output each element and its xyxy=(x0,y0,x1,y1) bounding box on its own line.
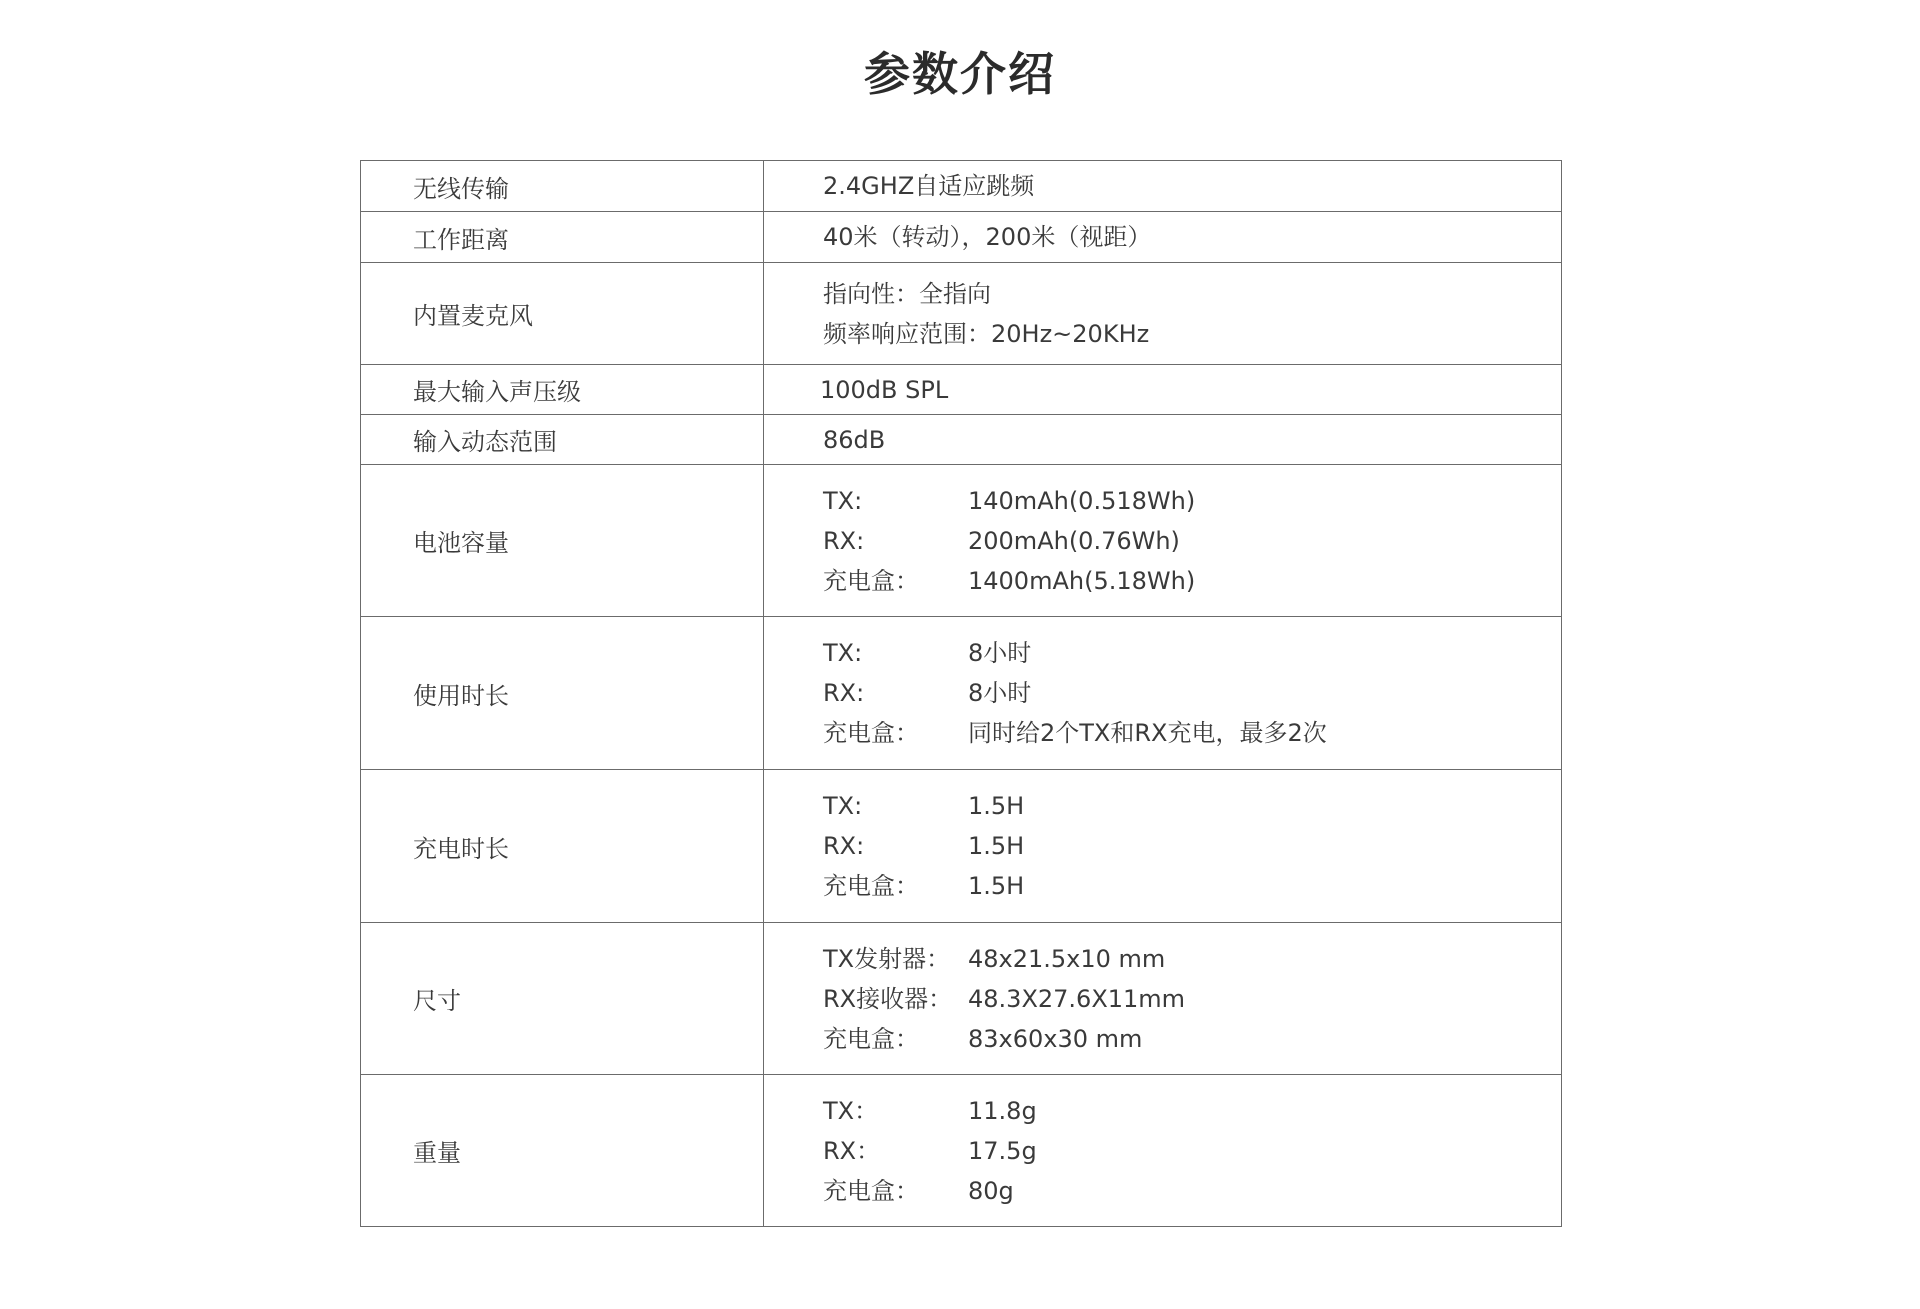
spec-pair-key: RX: xyxy=(823,832,865,860)
spec-pair-value: 80g xyxy=(968,1176,1014,1205)
spec-pair-value: 1400mAh(5.18Wh) xyxy=(968,566,1196,595)
spec-pair-key: RX: xyxy=(823,526,865,555)
spec-pair-value: 17.5g xyxy=(968,1136,1037,1165)
spec-pair-key: 充电盒： xyxy=(823,1176,919,1205)
spec-label: 充电时长 xyxy=(361,770,764,923)
table-row xyxy=(361,923,1562,1075)
spec-pair xyxy=(823,826,1561,866)
spec-value xyxy=(764,770,1562,923)
spec-pair-key: TX: xyxy=(823,792,863,820)
spec-value-text: 86dB xyxy=(823,425,886,454)
spec-pair xyxy=(823,939,1561,979)
spec-pair-key: 充电盒： xyxy=(823,872,919,900)
spec-label: 无线传输 xyxy=(361,161,764,212)
spec-pair-value: 48x21.5x10 mm xyxy=(968,944,1166,973)
spec-pair-key: TX: xyxy=(823,486,863,515)
spec-pair-value: 8小时 xyxy=(968,639,1032,667)
spec-label: 使用时长 xyxy=(361,617,764,770)
spec-pair xyxy=(823,1131,1561,1171)
spec-pair xyxy=(823,866,1561,906)
spec-pair-value: 同时给2个TX和RX充电，最多2次 xyxy=(968,719,1327,747)
spec-value xyxy=(764,415,1562,465)
spec-value xyxy=(764,617,1562,770)
spec-pair-value: 48.3X27.6X11mm xyxy=(968,984,1186,1013)
spec-label: 电池容量 xyxy=(361,465,764,617)
spec-pair-value: 11.8g xyxy=(968,1096,1037,1125)
spec-value-text: 2.4GHZ自适应跳频 xyxy=(823,172,1035,200)
spec-pair-key: TX发射器： xyxy=(823,944,951,973)
spec-pair xyxy=(823,561,1561,601)
spec-pair-key: RX接收器： xyxy=(823,984,953,1013)
spec-pair-key: TX： xyxy=(823,1096,879,1125)
spec-pair xyxy=(823,521,1561,561)
spec-pair xyxy=(823,481,1561,521)
spec-pair-value: 1.5H xyxy=(968,872,1025,900)
spec-label: 内置麦克风 xyxy=(361,263,764,365)
spec-value-line: 频率响应范围：20Hz~20KHz xyxy=(823,319,1150,348)
table-row xyxy=(361,1075,1562,1227)
table-row xyxy=(361,161,1562,212)
spec-pair-value: 200mAh(0.76Wh) xyxy=(968,526,1180,555)
spec-pair-value: 1.5H xyxy=(968,792,1025,820)
spec-pair-value: 83x60x30 mm xyxy=(968,1024,1143,1053)
spec-table xyxy=(360,160,1562,1227)
spec-label: 输入动态范围 xyxy=(361,415,764,465)
spec-pair-key: 充电盒： xyxy=(823,1024,919,1053)
spec-pair xyxy=(823,786,1561,826)
spec-value xyxy=(764,465,1562,617)
table-row xyxy=(361,465,1562,617)
spec-label: 尺寸 xyxy=(361,923,764,1075)
spec-pair-value: 140mAh(0.518Wh) xyxy=(968,486,1196,515)
table-row xyxy=(361,770,1562,923)
spec-pair xyxy=(823,633,1561,673)
spec-pair-key: RX： xyxy=(823,1136,881,1165)
spec-label: 最大输入声压级 xyxy=(361,365,764,415)
table-row xyxy=(361,617,1562,770)
spec-value-line: 指向性：全指向 xyxy=(823,279,991,308)
spec-pair-key: 充电盒： xyxy=(823,719,919,747)
spec-value-text: 100dB SPL xyxy=(820,375,949,404)
spec-value xyxy=(764,212,1562,263)
spec-value xyxy=(764,263,1562,365)
spec-value xyxy=(764,365,1562,415)
spec-pair-key: RX: xyxy=(823,679,865,707)
table-row xyxy=(361,212,1562,263)
spec-pair xyxy=(823,713,1561,753)
spec-value-text: 40米（转动），200米（视距） xyxy=(823,223,1152,251)
spec-value xyxy=(764,161,1562,212)
spec-label: 工作距离 xyxy=(361,212,764,263)
table-row xyxy=(361,415,1562,465)
spec-pair-key: TX: xyxy=(823,639,863,667)
spec-value xyxy=(764,1075,1562,1227)
table-row xyxy=(361,263,1562,365)
spec-pair xyxy=(823,1019,1561,1059)
spec-pair xyxy=(823,673,1561,713)
table-row xyxy=(361,365,1562,415)
spec-pair xyxy=(823,1091,1561,1131)
page-title: 参数介绍 xyxy=(864,47,1056,101)
spec-label: 重量 xyxy=(361,1075,764,1227)
spec-pair-value: 1.5H xyxy=(968,832,1025,860)
spec-pair xyxy=(823,1171,1561,1211)
spec-pair xyxy=(823,979,1561,1019)
spec-pair-value: 8小时 xyxy=(968,679,1032,707)
spec-pair-key: 充电盒： xyxy=(823,566,919,595)
spec-value xyxy=(764,923,1562,1075)
